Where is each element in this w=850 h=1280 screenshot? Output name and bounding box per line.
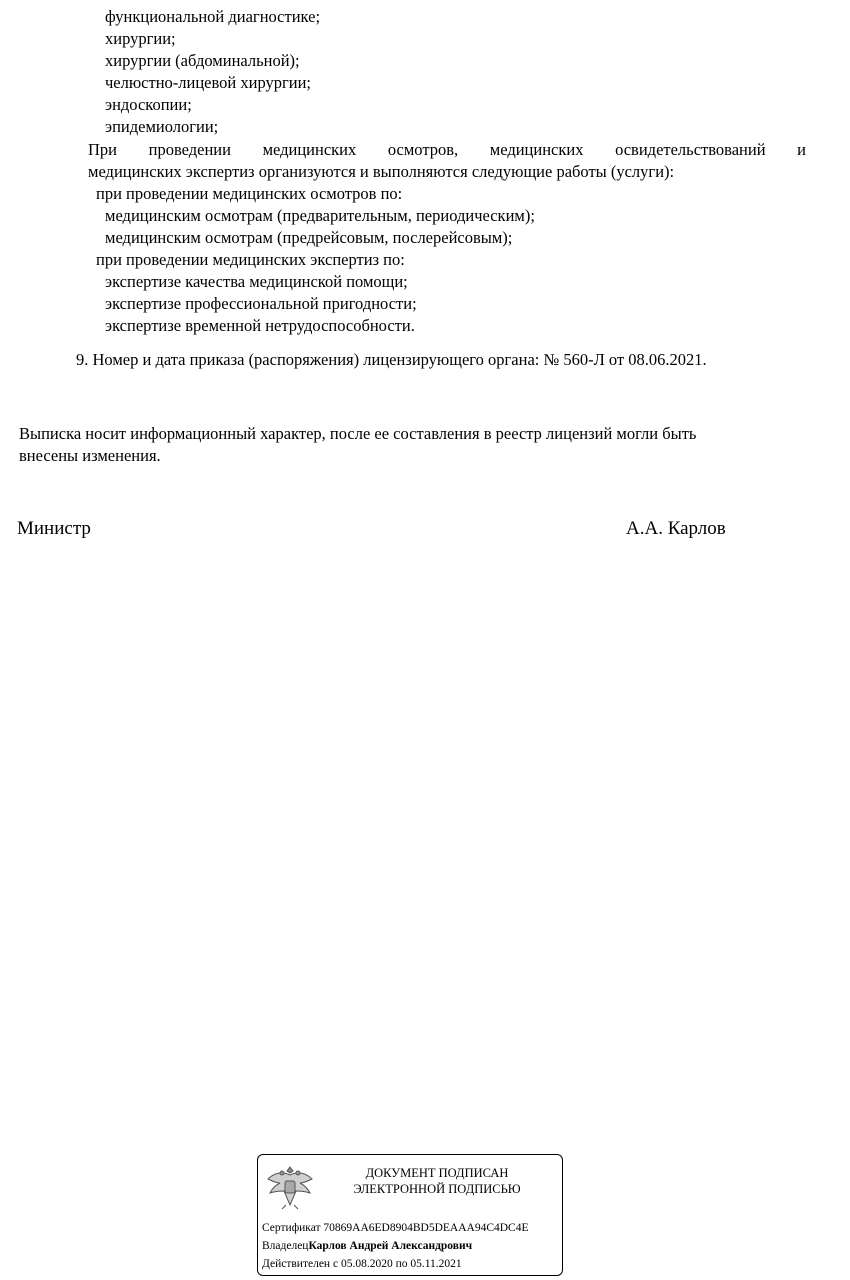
exam-intro-paragraph xyxy=(88,139,806,183)
list-item: челюстно-лицевой хирургии; xyxy=(105,73,312,92)
certificate-label: Сертификат xyxy=(262,1222,321,1234)
osmotry-heading: при проведении медицинских осмотров по: xyxy=(96,184,403,203)
stamp-validity: Действителен с 05.08.2020 по 05.11.2021 xyxy=(262,1258,462,1270)
owner-label: Владелец xyxy=(262,1240,309,1252)
order-line: 9. Номер и дата приказа (распоряжения) лицензирующего органа: № 560-Л от 08.06.2021. xyxy=(76,350,707,369)
notice-line2: внесены изменения. xyxy=(19,446,161,465)
ekspertizy-heading: при проведении медицинских экспертиз по: xyxy=(96,250,405,269)
owner-value: Карлов Андрей Александрович xyxy=(308,1240,473,1252)
list-item: медицинским осмотрам (предварительным, периодическим); xyxy=(105,206,535,225)
stamp-title-line1: ДОКУМЕНТ ПОДПИСАН xyxy=(365,1166,509,1180)
list-item: экспертизе профессиональной пригодности; xyxy=(105,294,417,313)
list-item: медицинским осмотрам (предрейсовым, послерейсовым); xyxy=(105,228,513,247)
e-signature-stamp xyxy=(257,1154,563,1276)
list-item: эпидемиологии; xyxy=(105,117,219,136)
signer-name: А.А. Карлов xyxy=(626,518,726,539)
notice-line1: Выписка носит информационный характер, после ее составления в реестр лицензий могли быть xyxy=(19,424,697,443)
exam-intro-line1: При проведении медицинских осмотров, медицинских освидетельствований и xyxy=(88,140,806,159)
list-item: экспертизе временной нетрудоспособности. xyxy=(105,316,415,335)
list-item: хирургии; xyxy=(105,29,176,48)
signer-position: Министр xyxy=(17,518,91,539)
stamp-title-line2: ЭЛЕКТРОННОЙ ПОДПИСЬЮ xyxy=(353,1182,521,1196)
coat-of-arms-icon xyxy=(264,1161,316,1213)
list-item: хирургии (абдоминальной); xyxy=(105,51,300,70)
stamp-certificate xyxy=(262,1221,529,1235)
list-item: эндоскопии; xyxy=(105,95,192,114)
certificate-value: 70869AA6ED8904BD5DEAAA94C4DC4E xyxy=(323,1222,529,1234)
stamp-title xyxy=(318,1165,556,1197)
stamp-owner xyxy=(262,1239,472,1253)
list-item: экспертизе качества медицинской помощи; xyxy=(105,272,408,291)
exam-intro-line2: медицинских экспертиз организуются и выполняются следующие работы (услуги): xyxy=(88,162,675,181)
list-item: функциональной диагностике; xyxy=(105,7,321,26)
